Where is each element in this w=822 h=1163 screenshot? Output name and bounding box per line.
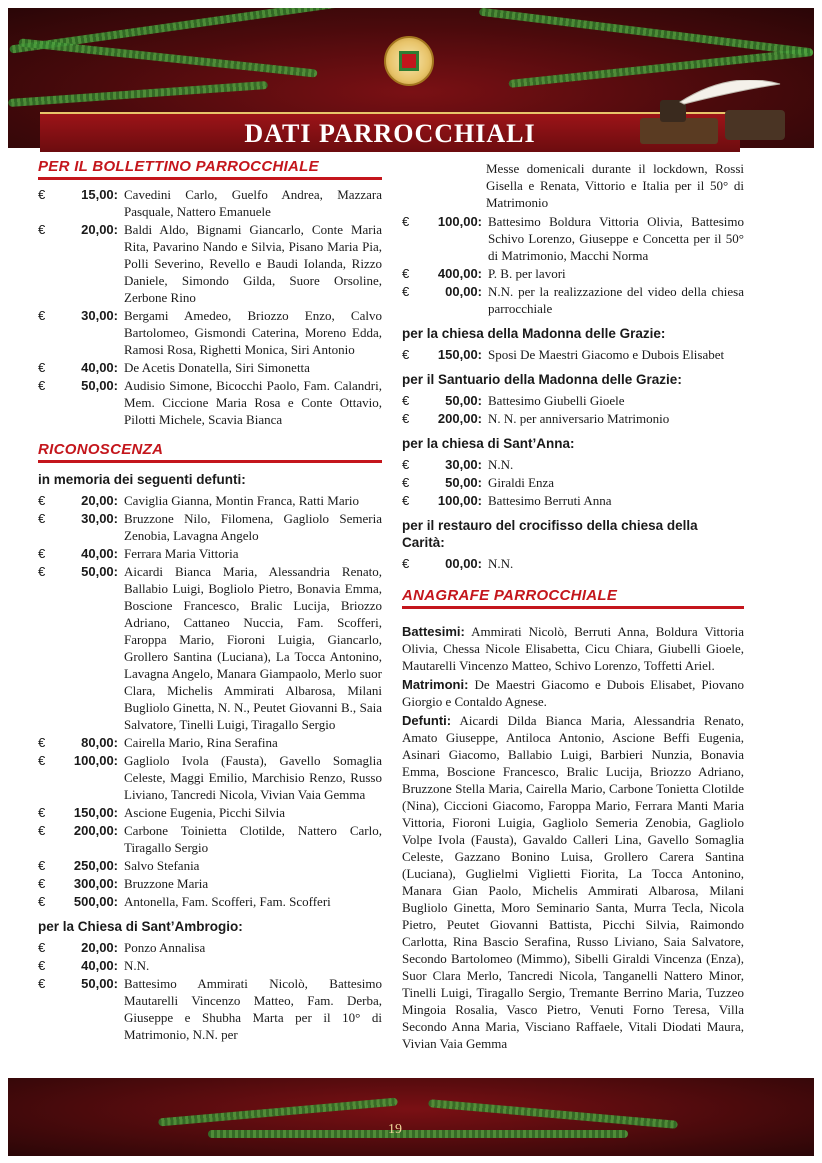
donation-row bbox=[402, 456, 744, 473]
euro-symbol: € bbox=[38, 564, 46, 579]
donation-names: N. N. per anniversario Matrimonio bbox=[488, 411, 670, 426]
euro-symbol: € bbox=[38, 753, 46, 768]
matrimoni-paragraph bbox=[402, 676, 744, 710]
donation-amount: 00,00: bbox=[445, 284, 482, 299]
donation-names: Ferrara Maria Vittoria bbox=[124, 546, 239, 561]
euro-symbol: € bbox=[402, 266, 410, 281]
donation-names: Carbone Toinietta Clotilde, Nattero Carlo, Tiragallo Sergio bbox=[124, 823, 382, 855]
euro-symbol: € bbox=[402, 457, 410, 472]
donation-row bbox=[402, 474, 744, 491]
pine-branch-decoration bbox=[8, 81, 268, 107]
subheading-santuario: per il Santuario della Madonna delle Grazie: bbox=[402, 372, 682, 387]
donation-row bbox=[38, 186, 382, 220]
donation-row bbox=[402, 346, 744, 363]
donation-row bbox=[402, 265, 744, 282]
donation-amount: 50,00: bbox=[81, 564, 118, 579]
donation-names: N.N. bbox=[488, 457, 514, 472]
donation-row bbox=[38, 492, 382, 509]
donation-row bbox=[38, 822, 382, 856]
donation-row bbox=[38, 359, 382, 376]
donation-amount: 20,00: bbox=[81, 222, 118, 237]
donation-amount: 50,00: bbox=[445, 475, 482, 490]
donation-list-bollettino bbox=[38, 186, 382, 428]
donation-names: Cairella Mario, Rina Serafina bbox=[124, 735, 278, 750]
donation-names: Cavedini Carlo, Guelfo Andrea, Mazzara Pasquale, Nattero Emanuele bbox=[124, 187, 382, 219]
donation-row bbox=[402, 213, 744, 264]
page-title: DATI PARROCCHIALI bbox=[244, 119, 536, 148]
donation-amount: 100,00: bbox=[73, 753, 118, 768]
donation-amount: 15,00: bbox=[81, 187, 118, 202]
donation-names: Battesimo Boldura Vittoria Olivia, Battesimo Schivo Lorenzo, Giuseppe e Concetta per il 50° di Matrimonio, Macchi Norma bbox=[488, 214, 744, 263]
donation-amount: 30,00: bbox=[445, 457, 482, 472]
donation-list-riconoscenza bbox=[38, 492, 382, 910]
spacer bbox=[38, 429, 382, 441]
donation-amount: 20,00: bbox=[81, 940, 118, 955]
euro-symbol: € bbox=[402, 214, 410, 229]
battesimi-label: Battesimi: bbox=[402, 624, 465, 639]
donation-amount: 150,00: bbox=[437, 347, 482, 362]
donation-row bbox=[38, 510, 382, 544]
euro-symbol: € bbox=[38, 894, 46, 909]
pine-branch-decoration bbox=[428, 1099, 678, 1129]
euro-symbol: € bbox=[38, 378, 46, 393]
donation-names: Baldi Aldo, Bignami Giancarlo, Conte Maria Rita, Pavarino Nando e Silvia, Pisano Maria Pia, Polli Severino, Revello e Baudi Iolanda, Rizzo Daniele, Simondo Gilda, Suore Orsoline, Zerbone Rino bbox=[124, 222, 382, 305]
donation-row bbox=[38, 875, 382, 892]
left-column bbox=[38, 158, 382, 1044]
euro-symbol: € bbox=[402, 493, 410, 508]
donation-names: Battesimo Giubelli Gioele bbox=[488, 393, 625, 408]
section-heading-riconoscenza: RICONOSCENZA bbox=[38, 441, 382, 463]
donation-names: Salvo Stefania bbox=[124, 858, 200, 873]
matrimoni-label: Matrimoni: bbox=[402, 677, 469, 692]
donation-row bbox=[38, 563, 382, 733]
donation-row bbox=[402, 555, 744, 572]
donation-names: Giraldi Enza bbox=[488, 475, 555, 490]
donation-names: Ascione Eugenia, Picchi Silvia bbox=[124, 805, 286, 820]
inkwell-quill-icon bbox=[620, 80, 790, 150]
donation-names: Bruzzone Nilo, Filomena, Gagliolo Semeria Zenobia, Lavagna Angelo bbox=[124, 511, 382, 543]
donation-amount: 150,00: bbox=[73, 805, 118, 820]
christmas-banner-bottom bbox=[8, 1078, 814, 1156]
battesimi-names: Ammirati Nicolò, Berruti Anna, Boldura Vittoria Olivia, Chessa Nicole Elisabetta, Cicu Chiara, Giubelli Gioele, Mautarelli Vincenzo Matteo, Schivo Lorenzo, Toffetti Ariel. bbox=[402, 624, 744, 673]
subheading-madonna: per la chiesa della Madonna delle Grazie: bbox=[402, 326, 666, 341]
donation-amount: 500,00: bbox=[73, 894, 118, 909]
donation-names: N.N. bbox=[488, 556, 514, 571]
euro-symbol: € bbox=[38, 735, 46, 750]
euro-symbol: € bbox=[402, 347, 410, 362]
euro-symbol: € bbox=[38, 511, 46, 526]
euro-symbol: € bbox=[38, 805, 46, 820]
donation-names: Battesimo Berruti Anna bbox=[488, 493, 612, 508]
spacer bbox=[402, 615, 744, 623]
donation-amount: 20,00: bbox=[81, 493, 118, 508]
donation-names: Audisio Simone, Bicocchi Paolo, Fam. Calandri, Mem. Ciccione Maria Rosa e Conte Ottavio, Pilotti Michele, Scavia Bianca bbox=[124, 378, 382, 427]
donation-names: Sposi De Maestri Giacomo e Dubois Elisabet bbox=[488, 347, 725, 362]
donation-amount: 80,00: bbox=[81, 735, 118, 750]
donation-row bbox=[38, 857, 382, 874]
donation-amount: 50,00: bbox=[445, 393, 482, 408]
donation-row bbox=[38, 377, 382, 428]
donation-names: Bergami Amedeo, Briozzo Enzo, Calvo Bartolomeo, Gismondi Caterina, Moreno Edda, Ramosi Rosa, Righetti Monica, Siri Antonio bbox=[124, 308, 382, 357]
donation-amount: 00,00: bbox=[445, 556, 482, 571]
donation-names: N.N. bbox=[124, 958, 150, 973]
donation-row bbox=[402, 410, 744, 427]
defunti-label: Defunti: bbox=[402, 713, 452, 728]
donation-names: De Acetis Donatella, Siri Simonetta bbox=[124, 360, 310, 375]
euro-symbol: € bbox=[38, 360, 46, 375]
euro-symbol: € bbox=[402, 284, 410, 299]
euro-symbol: € bbox=[38, 858, 46, 873]
euro-symbol: € bbox=[402, 556, 410, 571]
donation-amount: 100,00: bbox=[437, 493, 482, 508]
pine-branch-decoration bbox=[158, 1098, 398, 1127]
donation-list-ambrogio bbox=[38, 939, 382, 1043]
subheading-crocifisso: per il restauro del crocifisso della chiesa della Carità: bbox=[402, 518, 698, 550]
pine-branch-decoration bbox=[479, 8, 813, 56]
section-heading-anagrafe: ANAGRAFE PARROCCHIALE bbox=[402, 587, 744, 609]
donation-amount: 200,00: bbox=[437, 411, 482, 426]
pine-branch-decoration bbox=[18, 38, 317, 77]
euro-symbol: € bbox=[38, 546, 46, 561]
subheading-defunti: in memoria dei seguenti defunti: bbox=[38, 472, 246, 487]
donation-row bbox=[38, 221, 382, 306]
donation-names: N.N. per la realizzazione del video della chiesa parrocchiale bbox=[488, 284, 744, 316]
defunti-names: Aicardi Dilda Bianca Maria, Alessandria Renato, Amato Giuseppe, Antiloca Antonio, Ascione Beffi Eugenia, Asinari Giacomo, Ballabio Luigi, Barbieri Nunzia, Bonavia Emma, Boscione Francesco, Bralic Lucija, Briozzo Adriano, Bruzzone Stella Maria, Cairella Mario, Carbone Tonietta Clotilde (Nina), Ciccioni Giacomo, Faroppa Mario, Ferrara Manti Maria Vittoria, Fioroni Luigia, Gagliolo Semeria Zenobia, Gagliolo Volpe Ivola (Fausta), Gavaldo Calleri Lina, Gavello Somaglia Celeste, Gazzano Bonino Luisa, Grollero Carera Santina (Luciana), Guglielmi Viglietti Fiorita, La Tocca Antonino, Manara Gian Paolo, Michelis Ammirati Albarosa, Milani Bugliolo Ginetta, Moro Seminario Santa, Murra Tecla, Nicola Pietro, Peutet Giovanni Battista, Picchi Silvia, Raimondo Carlotta, Rina Bascio Serafina, Russo Liviano, Saia Salvatore, Secondo Bartolomeo (Mimmo), Sibelli Giraldi Vincenza (Enza), Suor Clara Merlo, Tancredi Nicola, Tanganelli Nattero Minor, Tinelli Luigi, Tiragallo Sergio, Tremante Berrino Maria, Tuzzeo Mingoia Rosalia, Vasco Pietro, Venuti Forno Teresa, Villa Secondo Anna Maria, Visciano Raffaele, Vitali Diodati Maura, Vivian Vaia Gemma bbox=[402, 713, 744, 1051]
gift-ornament-icon bbox=[384, 36, 434, 86]
euro-symbol: € bbox=[38, 823, 46, 838]
donation-row bbox=[38, 975, 382, 1043]
matrimoni-names: De Maestri Giacomo e Dubois Elisabet, Piovano Giorgio e Contaldo Agnese. bbox=[402, 677, 745, 709]
donation-names: Gagliolo Ivola (Fausta), Gavello Somaglia Celeste, Maggi Emilio, Marchisio Renzo, Russo Liviano, Tancredi Nicola, Vivian Vaia Gemma bbox=[124, 753, 382, 802]
euro-symbol: € bbox=[402, 411, 410, 426]
donation-row bbox=[402, 283, 744, 317]
donation-names: Bruzzone Maria bbox=[124, 876, 209, 891]
donation-names: Caviglia Gianna, Montin Franca, Ratti Mario bbox=[124, 493, 360, 508]
donation-amount: 100,00: bbox=[437, 214, 482, 229]
euro-symbol: € bbox=[38, 876, 46, 891]
euro-symbol: € bbox=[38, 940, 46, 955]
donation-row bbox=[38, 957, 382, 974]
donation-row bbox=[38, 307, 382, 358]
donation-row bbox=[38, 939, 382, 956]
section-heading-bollettino: PER IL BOLLETTINO PARROCCHIALE bbox=[38, 158, 382, 180]
donation-amount: 30,00: bbox=[81, 511, 118, 526]
right-column bbox=[402, 160, 744, 1054]
donation-row bbox=[38, 545, 382, 562]
donation-names: P. B. per lavori bbox=[488, 266, 566, 281]
euro-symbol: € bbox=[38, 222, 46, 237]
donation-row bbox=[38, 752, 382, 803]
donation-row bbox=[402, 492, 744, 509]
euro-symbol: € bbox=[38, 493, 46, 508]
donation-amount: 30,00: bbox=[81, 308, 118, 323]
subheading-anna: per la chiesa di Sant’Anna: bbox=[402, 436, 575, 451]
donation-names: Ponzo Annalisa bbox=[124, 940, 206, 955]
donation-names: Aicardi Bianca Maria, Alessandria Renato, Ballabio Luigi, Bogliolo Pietro, Bonavia Emma, Boscione Francesco, Bralic Lucija, Briozzo Adriano, Cattaneo Nuccia, Fam. Scofferi, Faroppa Mario, Fioroni Luigia, Giancarlo, Grollero Santina (Luciana), La Tocca Antonino, Lavagna Angelo, Manara Giampaolo, Merlo suor Clara, Michelis Ammirati Albarosa, Milani Bugliolo Ginetta, N. N., Peutet Giovanni B., Saia Salvatore, Tinelli Luigi, Tiragallo Sergio bbox=[124, 564, 382, 732]
donation-row bbox=[38, 893, 382, 910]
donation-amount: 40,00: bbox=[81, 546, 118, 561]
page-number: 19 bbox=[388, 1122, 402, 1137]
euro-symbol: € bbox=[38, 976, 46, 991]
donation-row bbox=[38, 734, 382, 751]
donation-row bbox=[402, 392, 744, 409]
euro-symbol: € bbox=[402, 475, 410, 490]
donation-continuation: Messe domenicali durante il lockdown, Rossi Gisella e Renata, Vittorio e Italia per il 50° di Matrimonio bbox=[486, 161, 744, 210]
euro-symbol: € bbox=[402, 393, 410, 408]
euro-symbol: € bbox=[38, 187, 46, 202]
pine-branch-decoration bbox=[208, 1130, 628, 1138]
subheading-ambrogio: per la Chiesa di Sant’Ambrogio: bbox=[38, 919, 243, 934]
euro-symbol: € bbox=[38, 308, 46, 323]
euro-symbol: € bbox=[38, 958, 46, 973]
donation-amount: 50,00: bbox=[81, 976, 118, 991]
defunti-paragraph bbox=[402, 712, 744, 1052]
donation-names: Antonella, Fam. Scofferi, Fam. Scofferi bbox=[124, 894, 331, 909]
spacer bbox=[402, 573, 744, 587]
donation-row bbox=[38, 804, 382, 821]
donation-amount: 50,00: bbox=[81, 378, 118, 393]
donation-amount: 400,00: bbox=[437, 266, 482, 281]
donation-list-ambrogio-cont bbox=[402, 213, 744, 317]
donation-amount: 250,00: bbox=[73, 858, 118, 873]
donation-amount: 40,00: bbox=[81, 958, 118, 973]
donation-amount: 200,00: bbox=[73, 823, 118, 838]
donation-amount: 300,00: bbox=[73, 876, 118, 891]
battesimi-paragraph bbox=[402, 623, 744, 674]
donation-names: Battesimo Ammirati Nicolò, Battesimo Mautarelli Vincenzo Matteo, Fam. Derba, Giuseppe e Shubha Marta per il 10° di Matrimonio, N.N. per bbox=[124, 976, 382, 1042]
donation-amount: 40,00: bbox=[81, 360, 118, 375]
